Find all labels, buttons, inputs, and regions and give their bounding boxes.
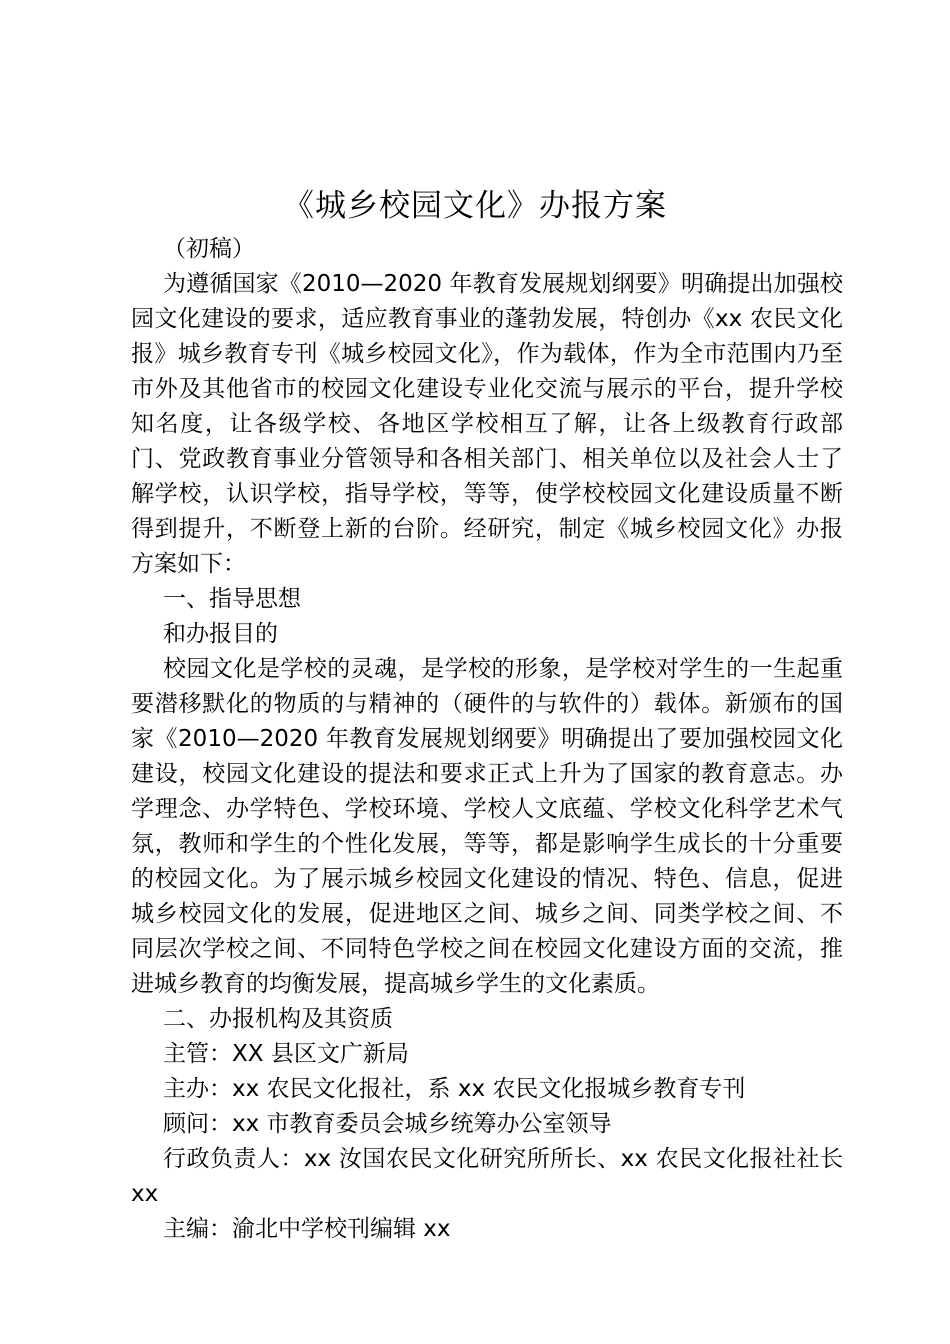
org-supervisor: 主管：XX 县区文广新局 bbox=[163, 1041, 409, 1067]
section-heading-guiding-ideology: 一、指导思想 bbox=[163, 586, 301, 612]
org-editor: 主编：渝北中学校刊编辑 xx bbox=[163, 1216, 451, 1242]
section-heading-organization: 二、办报机构及其资质 bbox=[163, 1006, 393, 1032]
org-administrator: 行政负责人：xx 汝国农民文化研究所所长、xx 农民文化报社社长 xx bbox=[131, 1146, 843, 1207]
section-heading-purpose: 和办报目的 bbox=[163, 621, 278, 647]
org-sponsor: 主办：xx 农民文化报社，系 xx 农民文化报城乡教育专刊 bbox=[163, 1076, 746, 1102]
document-title: 《城乡校园文化》办报方案 bbox=[283, 188, 667, 224]
intro-paragraph: 为遵循国家《2010—2020 年教育发展规划纲要》明确提出加强校园文化建设的要求，适应教育事业的蓬勃发展，特创办《xx 农民文化报》城乡教育专刊《城乡校园文化》，作为载体，作为全市范围内乃至市外及其他省市的校园文化建设专业化交流与展示的平台，提升学校知名度，让各级学校、各地区学校相互了解，让各上级教育行政部门、党政教育事业分管领导和各相关部门、相关单位以及社会人士了解学校，认识学校，指导学校，等等，使学校校园文化建设质量不断得到提升，不断登上新的台阶。经研究，制定《城乡校园文化》办报方案如下： bbox=[131, 271, 843, 577]
org-advisor: 顾问：xx 市教育委员会城乡统筹办公室领导 bbox=[163, 1111, 612, 1137]
purpose-paragraph: 校园文化是学校的灵魂，是学校的形象，是学校对学生的一生起重要潜移默化的物质的与精神的（硬件的与软件的）载体。新颁布的国家《2010—2020 年教育发展规划纲要》明确提出了要加强校园文化建设，校园文化建设的提法和要求正式上升为了国家的教育意志。办学理念、办学特色、学校环境、学校人文底蕴、学校文化科学艺术气氛，教师和学生的个性化发展，等等，都是影响学生成长的十分重要的校园文化。为了展示城乡校园文化建设的情况、特色、信息，促进城乡校园文化的发展，促进地区之间、城乡之间、同类学校之间、不同层次学校之间、不同特色学校之间在校园文化建设方面的交流，推进城乡教育的均衡发展，提高城乡学生的文化素质。 bbox=[131, 656, 843, 997]
draft-label: （初稿） bbox=[163, 236, 255, 262]
document-body bbox=[131, 232, 843, 1247]
